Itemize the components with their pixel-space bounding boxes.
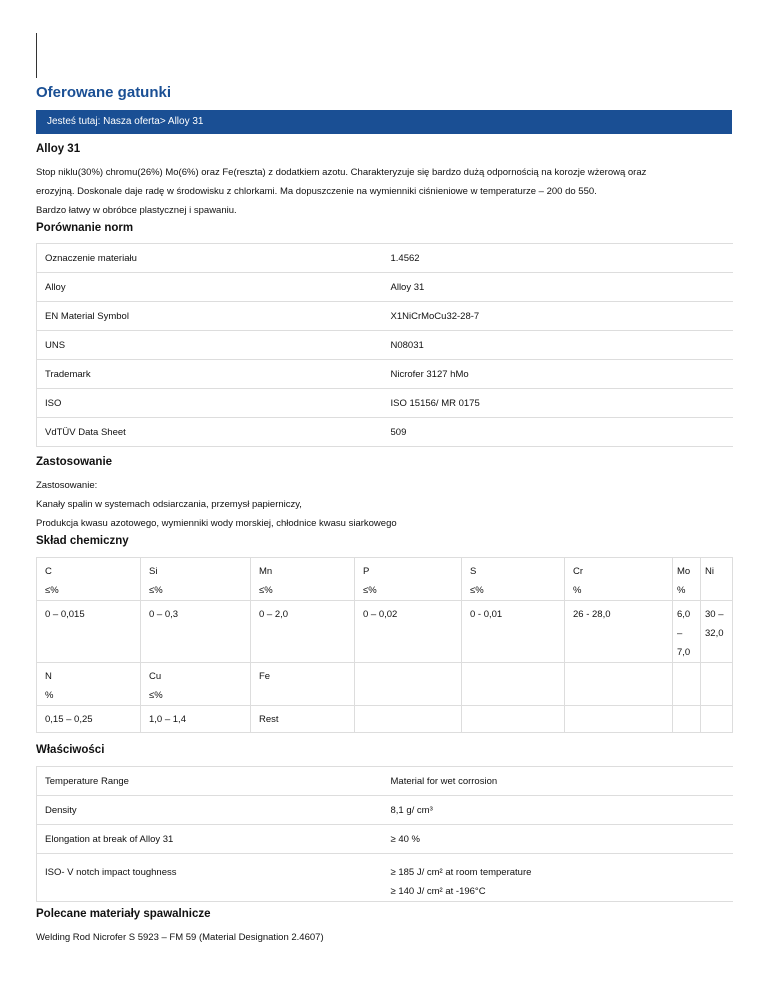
usage-line: Kanały spalin w systemach odsiarczania, przemysł papierniczy, [36, 499, 302, 510]
chem-value: 0 – 0,015 [37, 601, 141, 663]
intro-line: Bardzo łatwy w obróbce plastycznej i spawaniu. [36, 205, 237, 216]
element-symbol: Mo [677, 566, 691, 577]
usage-line: Zastosowanie: [36, 480, 98, 491]
usage-line: Produkcja kwasu azotowego, wymienniki wody morskiej, chłodnice kwasu siarkowego [36, 518, 397, 529]
table-row [37, 601, 733, 663]
chem-header-cell [141, 558, 251, 601]
norm-label: UNS [37, 331, 383, 360]
chem-value: 0 – 0,02 [355, 601, 462, 663]
element-unit: % [677, 585, 686, 596]
empty-cell [673, 706, 701, 733]
property-label: ISO- V notch impact toughness [37, 854, 383, 902]
element-symbol: Cr [573, 566, 584, 577]
norm-label: Oznaczenie materiału [37, 244, 383, 273]
property-value-line: ≥ 140 J/ cm² at -196°C [390, 886, 486, 897]
property-value [383, 854, 733, 902]
chem-value-line: 32,0 [705, 628, 724, 639]
chem-table [36, 557, 733, 733]
element-unit: % [45, 690, 54, 701]
norm-label: EN Material Symbol [37, 302, 383, 331]
norm-value: 1.4562 [383, 244, 733, 273]
chem-header-cell [37, 663, 141, 706]
element-symbol: N [45, 671, 52, 682]
element-symbol: C [45, 566, 52, 577]
section-heading-welding: Polecane materiały spawalnicze [36, 908, 211, 920]
element-unit: % [573, 585, 582, 596]
norms-table [36, 243, 733, 447]
chem-value: 0,15 – 0,25 [37, 706, 141, 733]
empty-cell [462, 706, 565, 733]
chem-value: 26 - 28,0 [565, 601, 673, 663]
element-unit: ≤% [470, 585, 484, 596]
intro-line: erozyjną. Doskonale daje radę w środowisku z chlorkami. Ma dopuszczenie na wymienniki ciśnieniowe w temperaturze – 200 do 550. [36, 186, 597, 197]
section-heading-alloy: Alloy 31 [36, 143, 81, 155]
table-row [37, 796, 733, 825]
section-heading-usage: Zastosowanie [36, 456, 113, 468]
chem-value-line: 6,0 [677, 609, 691, 620]
property-label: Elongation at break of Alloy 31 [37, 825, 383, 854]
element-symbol: Mn [259, 566, 273, 577]
section-heading-chem: Skład chemiczny [36, 535, 129, 547]
empty-cell [355, 663, 462, 706]
chem-header-cell [565, 558, 673, 601]
table-row [37, 418, 733, 447]
element-unit: ≤% [149, 690, 163, 701]
decorative-divider [36, 33, 37, 78]
norm-label: ISO [37, 389, 383, 418]
page-title: Oferowane gatunki [36, 84, 172, 101]
table-row [37, 706, 733, 733]
table-row [37, 767, 733, 796]
table-row [37, 558, 733, 601]
element-unit: ≤% [45, 585, 59, 596]
norm-label: Alloy [37, 273, 383, 302]
chem-value-line: 30 – [705, 609, 724, 620]
chem-header-cell [251, 663, 355, 706]
property-value-line: ≥ 185 J/ cm² at room temperature [390, 867, 532, 878]
element-symbol: S [470, 566, 477, 577]
element-symbol: Si [149, 566, 158, 577]
element-unit: ≤% [149, 585, 163, 596]
table-row [37, 244, 733, 273]
chem-header-cell [37, 558, 141, 601]
property-label: Temperature Range [37, 767, 383, 796]
welding-text: Welding Rod Nicrofer S 5923 – FM 59 (Material Designation 2.4607) [36, 932, 324, 943]
section-heading-properties: Właściwości [36, 744, 105, 756]
property-value: ≥ 40 % [383, 825, 733, 854]
norm-value: Nicrofer 3127 hMo [383, 360, 733, 389]
chem-header-cell [251, 558, 355, 601]
chem-value [673, 601, 701, 663]
empty-cell [701, 663, 733, 706]
usage-text [36, 476, 397, 533]
empty-cell [673, 663, 701, 706]
table-row [37, 302, 733, 331]
chem-value [701, 601, 733, 663]
table-row [37, 273, 733, 302]
element-symbol: Ni [705, 566, 714, 577]
chem-header-cell [673, 558, 701, 601]
chem-header-cell [701, 558, 733, 601]
norm-value: N08031 [383, 331, 733, 360]
section-heading-norms: Porównanie norm [36, 222, 134, 234]
norm-label: VdTÜV Data Sheet [37, 418, 383, 447]
intro-line: Stop niklu(30%) chromu(26%) Mo(6%) oraz Fe(reszta) z dodatkiem azotu. Charakteryzuje się bardzo dużą odpornością na korozje wżerową oraz [36, 167, 647, 178]
chem-value-line: – [677, 628, 683, 639]
empty-cell [565, 706, 673, 733]
element-symbol: Fe [259, 671, 271, 682]
chem-value-line: 7,0 [677, 647, 691, 658]
intro-text [36, 163, 646, 220]
norm-value: ISO 15156/ MR 0175 [383, 389, 733, 418]
table-row [37, 825, 733, 854]
chem-value: 1,0 – 1,4 [141, 706, 251, 733]
element-unit: ≤% [259, 585, 273, 596]
norm-value: X1NiCrMoCu32-28-7 [383, 302, 733, 331]
table-row [37, 389, 733, 418]
empty-cell [565, 663, 673, 706]
property-value: 8,1 g/ cm³ [383, 796, 733, 825]
chem-header-cell [462, 558, 565, 601]
property-value: Material for wet corrosion [383, 767, 733, 796]
norm-value: Alloy 31 [383, 273, 733, 302]
chem-value: Rest [251, 706, 355, 733]
empty-cell [701, 706, 733, 733]
empty-cell [462, 663, 565, 706]
table-row [37, 331, 733, 360]
chem-value: 0 – 2,0 [251, 601, 355, 663]
table-row [37, 854, 733, 902]
empty-cell [355, 706, 462, 733]
property-label: Density [37, 796, 383, 825]
chem-value: 0 – 0,3 [141, 601, 251, 663]
norm-label: Trademark [37, 360, 383, 389]
properties-table [36, 766, 733, 902]
chem-value: 0 - 0,01 [462, 601, 565, 663]
element-unit: ≤% [363, 585, 377, 596]
norm-value: 509 [383, 418, 733, 447]
breadcrumb: Jesteś tutaj: Nasza oferta> Alloy 31 [36, 110, 732, 134]
chem-header-cell [141, 663, 251, 706]
element-symbol: P [363, 566, 370, 577]
chem-header-cell [355, 558, 462, 601]
table-row [37, 360, 733, 389]
table-row [37, 663, 733, 706]
element-symbol: Cu [149, 671, 162, 682]
